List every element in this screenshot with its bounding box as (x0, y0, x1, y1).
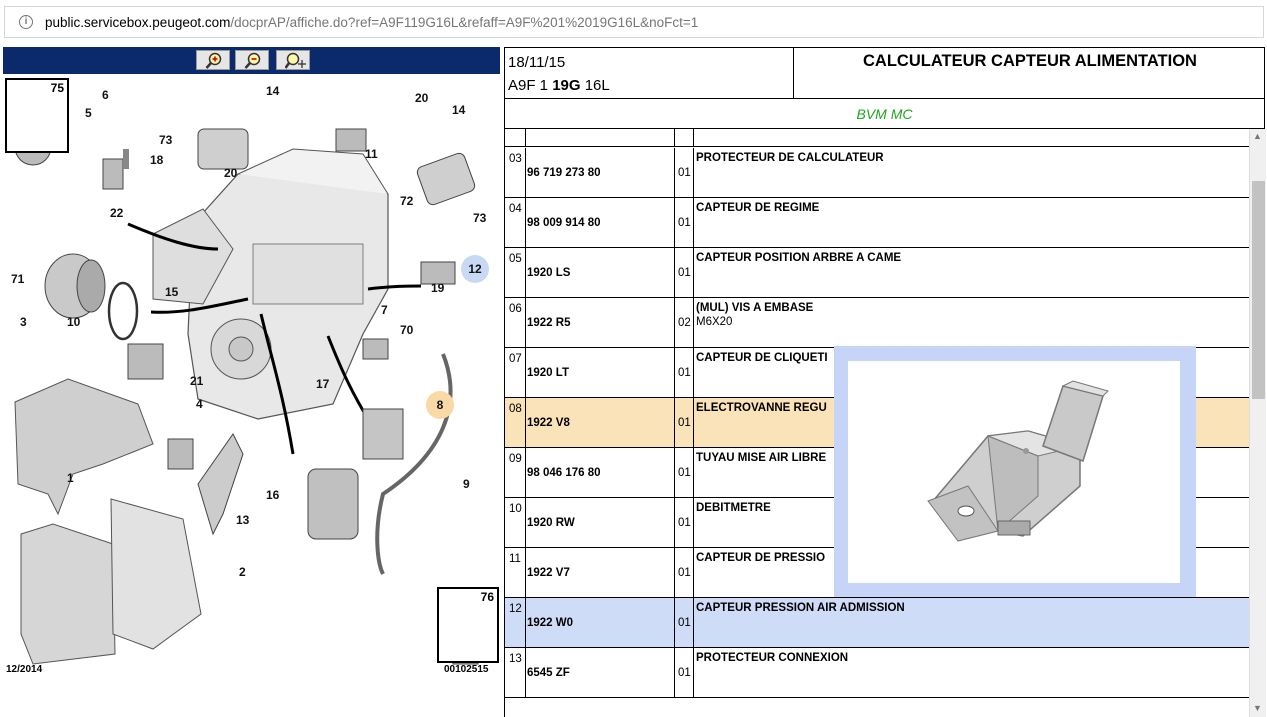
table-row[interactable] (505, 148, 1249, 198)
col-divider (693, 548, 694, 597)
zoom-out-button[interactable] (235, 50, 269, 70)
exploded-parts-diagram[interactable] (3, 74, 500, 712)
col-divider (525, 248, 526, 297)
url-text (45, 15, 698, 30)
table-scrollbar[interactable] (1249, 129, 1266, 717)
col-divider (693, 598, 694, 647)
row-reference: 1922 R5 (527, 317, 571, 329)
col-divider (693, 498, 694, 547)
col-divider (674, 448, 675, 497)
row-quantity: 01 (678, 467, 691, 479)
col-divider (525, 648, 526, 697)
row-quantity: 01 (678, 367, 691, 379)
col-divider (525, 398, 526, 447)
col-divider (674, 129, 675, 146)
callout-14b[interactable]: 14 (452, 103, 466, 117)
callout-2[interactable]: 2 (239, 565, 246, 579)
header-model (508, 77, 610, 94)
callout-16[interactable]: 16 (266, 488, 280, 502)
row-index: 09 (509, 453, 522, 465)
col-divider (693, 398, 694, 447)
col-divider (674, 148, 675, 197)
callout-6[interactable]: 6 (102, 88, 109, 102)
zoom-pan-button[interactable] (276, 50, 310, 70)
callout-20b[interactable]: 20 (415, 91, 429, 105)
scroll-up-icon[interactable]: ▲ (1253, 131, 1262, 141)
table-row[interactable] (505, 648, 1249, 698)
row-index: 12 (509, 603, 522, 615)
row-index: 03 (509, 153, 522, 165)
callout-15[interactable]: 15 (165, 285, 179, 299)
row-reference: 1920 RW (527, 517, 575, 529)
row-designation: (MUL) VIS A EMBASE (696, 302, 814, 314)
col-divider (693, 348, 694, 397)
callout-11[interactable]: 11 (365, 147, 378, 161)
row-quantity: 02 (678, 317, 691, 329)
col-divider (674, 498, 675, 547)
col-divider (674, 248, 675, 297)
callout-14a[interactable]: 14 (266, 84, 280, 98)
row-reference: 1922 V8 (527, 417, 570, 429)
zoom-in-icon (205, 52, 223, 70)
callout-3[interactable]: 3 (20, 315, 27, 329)
info-icon[interactable]: i (19, 15, 33, 29)
row-quantity: 01 (678, 417, 691, 429)
col-divider (674, 398, 675, 447)
col-divider (693, 198, 694, 247)
callout-4[interactable]: 4 (196, 397, 203, 411)
header-date: 18/11/15 (508, 54, 566, 71)
callout-17[interactable]: 17 (316, 377, 330, 391)
callout-70[interactable]: 70 (400, 323, 414, 337)
col-divider (693, 448, 694, 497)
zoom-out-icon (244, 52, 262, 70)
row-quantity: 01 (678, 567, 691, 579)
row-reference: 98 046 176 80 (527, 467, 601, 479)
row-index: 11 (509, 553, 521, 565)
callout-73b[interactable]: 73 (473, 211, 487, 225)
table-header-row (505, 129, 1249, 147)
diagram-date: 12/2014 (6, 664, 43, 675)
col-divider (674, 548, 675, 597)
col-divider (525, 129, 526, 146)
callout-21[interactable]: 21 (190, 374, 204, 388)
url-path: /docprAP/affiche.do?ref=A9F119G16L&refaff=A9F%201%2019G16L&noFct=1 (230, 15, 699, 30)
row-reference: 96 719 273 80 (527, 167, 601, 179)
row-reference: 6545 ZF (527, 667, 570, 679)
col-divider (525, 148, 526, 197)
row-designation: ELECTROVANNE REGU (696, 402, 827, 414)
col-divider (674, 198, 675, 247)
col-divider (525, 448, 526, 497)
row-index: 08 (509, 403, 522, 415)
callout-73a[interactable]: 73 (159, 133, 173, 147)
parts-header (504, 47, 1265, 99)
row-index: 04 (509, 203, 522, 215)
col-divider (674, 348, 675, 397)
subtitle: BVM MC (504, 99, 1265, 129)
row-designation: TUYAU MISE AIR LIBRE (696, 452, 827, 464)
table-row[interactable] (505, 198, 1249, 248)
url-field[interactable] (4, 6, 1264, 38)
row-index: 05 (509, 253, 522, 265)
col-divider (525, 598, 526, 647)
row-quantity: 01 (678, 167, 691, 179)
row-extra: M6X20 (696, 316, 733, 328)
part-preview-popup (834, 346, 1196, 597)
diagram-doc-ref: 00102515 (444, 664, 489, 675)
col-divider (525, 498, 526, 547)
col-divider (693, 129, 694, 146)
col-divider (525, 348, 526, 397)
zoom-pan-icon (285, 52, 307, 70)
col-divider (693, 648, 694, 697)
col-divider (674, 648, 675, 697)
row-reference: 1922 W0 (527, 617, 574, 629)
callout-19[interactable]: 19 (431, 281, 445, 295)
col-divider (525, 548, 526, 597)
pressure-sensor-illustration (848, 361, 1180, 583)
callout-7[interactable]: 7 (381, 303, 388, 317)
scroll-down-icon[interactable]: ▼ (1253, 703, 1262, 713)
inset-76-label: 76 (480, 590, 494, 604)
col-divider (693, 248, 694, 297)
zoom-in-button[interactable] (196, 50, 230, 70)
row-index: 10 (509, 503, 522, 515)
row-designation: CAPTEUR DE REGIME (696, 202, 820, 214)
callout-1[interactable]: 1 (67, 471, 74, 485)
row-reference: 1920 LT (527, 367, 569, 379)
table-row[interactable] (505, 248, 1249, 298)
scroll-thumb[interactable] (1252, 181, 1265, 399)
row-quantity: 01 (678, 617, 691, 629)
row-designation: CAPTEUR PRESSION AIR ADMISSION (696, 602, 905, 614)
row-index: 07 (509, 353, 522, 365)
table-row[interactable] (505, 298, 1249, 348)
callout-71[interactable]: 71 (11, 272, 25, 286)
url-host: public.servicebox.peugeot.com (45, 15, 231, 30)
callout-13[interactable]: 13 (236, 513, 250, 527)
diagram-panel (3, 47, 500, 712)
col-divider (674, 298, 675, 347)
row-index: 06 (509, 303, 522, 315)
callout-10[interactable]: 10 (67, 315, 81, 329)
row-quantity: 01 (678, 517, 691, 529)
row-quantity: 01 (678, 667, 691, 679)
row-designation: CAPTEUR DE CLIQUETI (696, 352, 828, 364)
table-row[interactable] (505, 598, 1249, 648)
callout-12-highlighted[interactable]: 12 (461, 255, 489, 283)
inset-75-label: 75 (50, 81, 64, 95)
callout-9[interactable]: 9 (463, 477, 470, 491)
row-quantity: 01 (678, 267, 691, 279)
model-suffix: 16L (580, 77, 610, 94)
callout-18[interactable]: 18 (150, 153, 164, 167)
page-title: CALCULATEUR CAPTEUR ALIMENTATION (863, 52, 1197, 70)
row-designation: CAPTEUR POSITION ARBRE A CAME (696, 252, 902, 264)
row-reference: 1920 LS (527, 267, 571, 279)
model-prefix: A9F 1 (508, 77, 553, 94)
col-divider (693, 298, 694, 347)
diagram-toolbar (3, 47, 500, 74)
row-reference: 98 009 914 80 (527, 217, 601, 229)
row-designation: PROTECTEUR CONNEXION (696, 652, 849, 664)
callout-72[interactable]: 72 (400, 194, 414, 208)
row-quantity: 01 (678, 217, 691, 229)
part-preview-image (848, 361, 1180, 583)
model-bold: 19G (552, 77, 581, 94)
row-index: 13 (509, 653, 522, 665)
inset-76 (437, 587, 499, 663)
callout-22[interactable]: 22 (110, 206, 124, 220)
col-divider (693, 148, 694, 197)
row-designation: PROTECTEUR DE CALCULATEUR (696, 152, 884, 164)
address-bar (0, 0, 1267, 46)
col-divider (525, 198, 526, 247)
callout-5[interactable]: 5 (85, 106, 92, 120)
row-designation: CAPTEUR DE PRESSIO (696, 552, 826, 564)
callout-8-highlighted[interactable]: 8 (426, 391, 454, 419)
col-divider (674, 598, 675, 647)
engine-drawing (3, 74, 500, 712)
inset-75 (5, 78, 69, 153)
row-reference: 1922 V7 (527, 567, 570, 579)
header-divider (793, 48, 794, 99)
col-divider (525, 298, 526, 347)
callout-20a[interactable]: 20 (224, 166, 238, 180)
row-designation: DEBITMETRE (696, 502, 771, 514)
